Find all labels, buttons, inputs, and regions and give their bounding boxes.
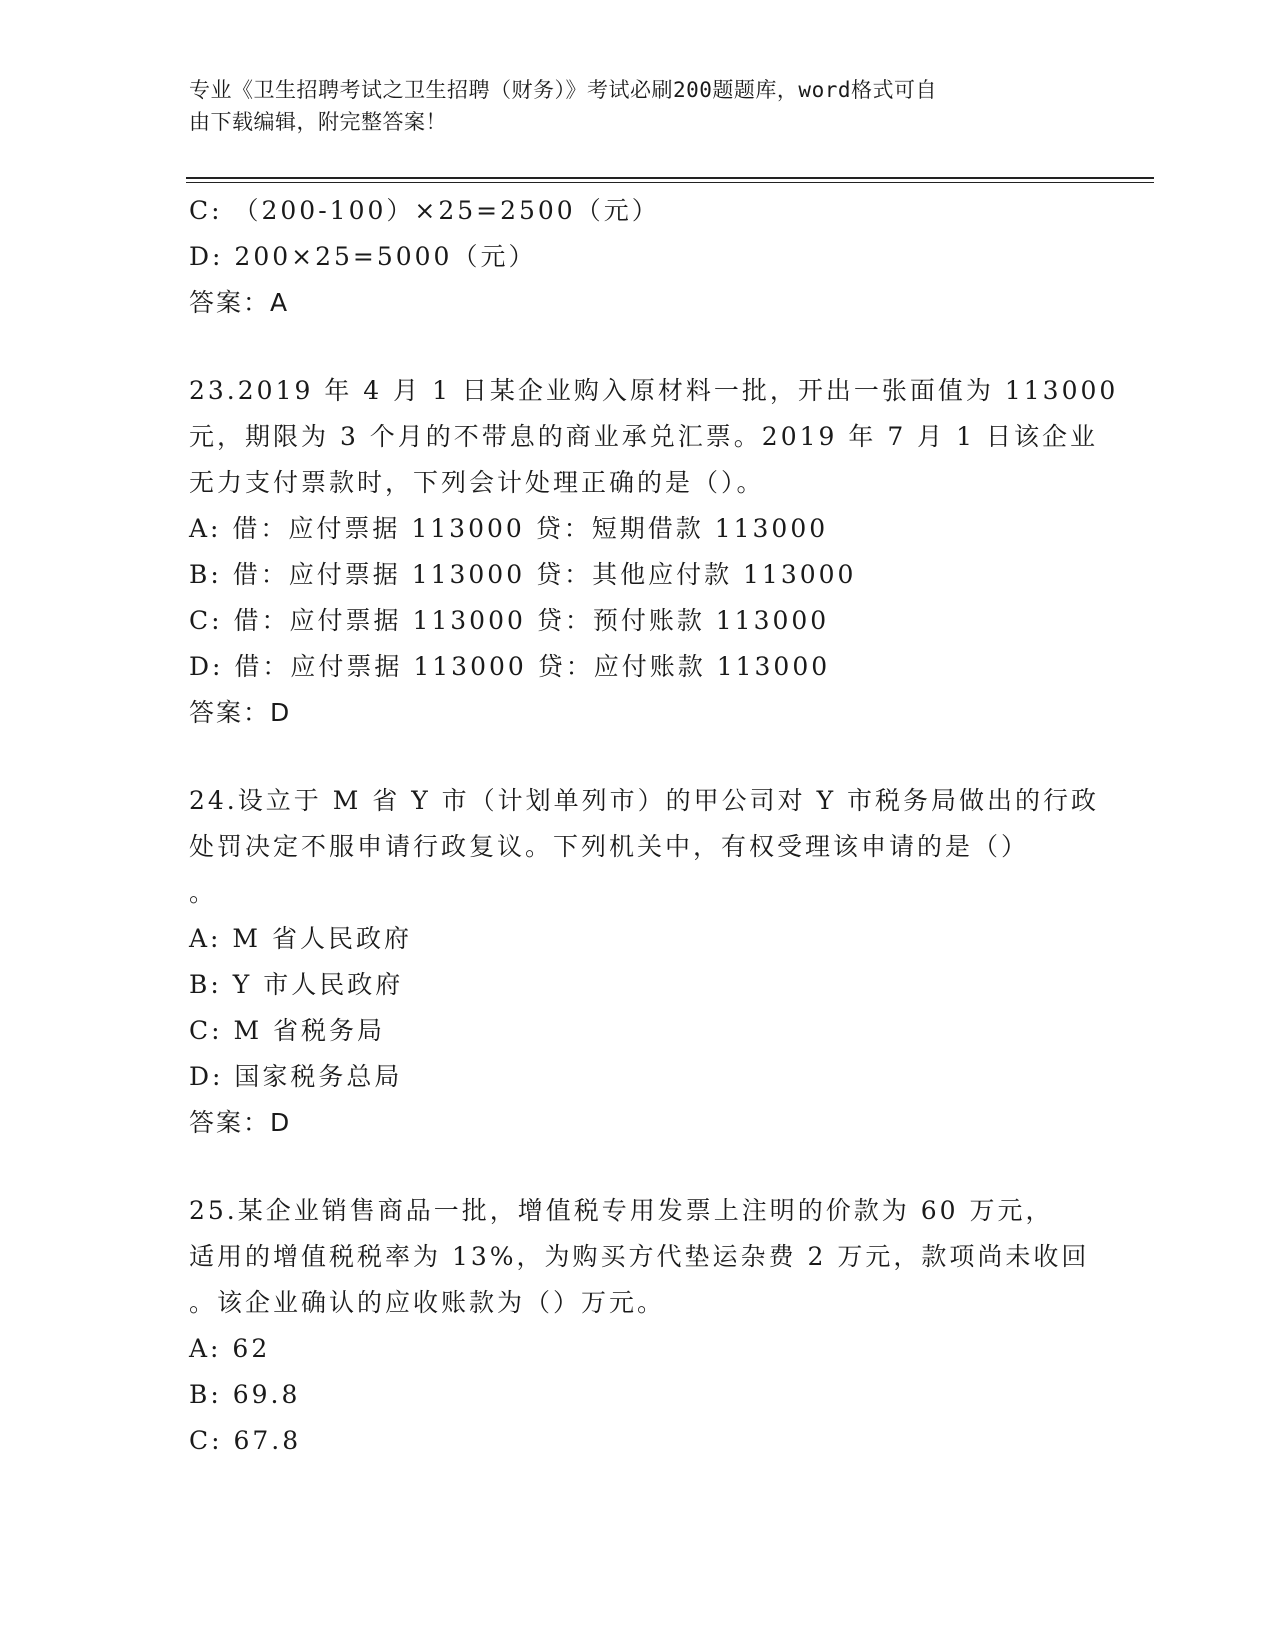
option-b: B: 借：应付票据 113000 贷：其他应付款 113000 bbox=[189, 560, 857, 589]
option-b: B: 69.8 bbox=[189, 1380, 301, 1409]
option-c: C: M 省税务局 bbox=[189, 1016, 386, 1045]
question-text-line: 25.某企业销售商品一批，增值税专用发票上注明的价款为 60 万元， bbox=[189, 1196, 1054, 1225]
header-divider-thin bbox=[186, 182, 1154, 183]
answer-line: 答案：D bbox=[189, 1108, 292, 1137]
option-d: D: 200×25=5000（元） bbox=[189, 242, 537, 271]
page-header bbox=[189, 74, 1089, 138]
question-content bbox=[189, 188, 1119, 1464]
answer-line: 答案：D bbox=[189, 698, 292, 727]
spacer bbox=[189, 1146, 1089, 1188]
question-text-line: 23.2019 年 4 月 1 日某企业购入原材料一批，开出一张面值为 113000 bbox=[189, 376, 1119, 405]
question-22-tail bbox=[189, 188, 1089, 326]
question-text-line: 。该企业确认的应收账款为（）万元。 bbox=[189, 1288, 666, 1317]
option-d: D: 借：应付票据 113000 贷：应付账款 113000 bbox=[189, 652, 831, 681]
option-a: A: M 省人民政府 bbox=[189, 924, 412, 953]
option-a: A: 62 bbox=[189, 1334, 271, 1363]
question-text-line: 。 bbox=[189, 878, 218, 907]
header-divider-thick bbox=[186, 177, 1154, 179]
option-a: A: 借：应付票据 113000 贷：短期借款 113000 bbox=[189, 514, 829, 543]
option-c: C: 借：应付票据 113000 贷：预付账款 113000 bbox=[189, 606, 830, 635]
answer-line: 答案：A bbox=[189, 288, 290, 317]
spacer bbox=[189, 736, 1089, 778]
spacer bbox=[189, 326, 1089, 368]
question-text-line: 无力支付票款时，下列会计处理正确的是（）。 bbox=[189, 468, 765, 497]
option-c: C: （200-100）×25=2500（元） bbox=[189, 196, 660, 225]
option-d: D: 国家税务总局 bbox=[189, 1062, 403, 1091]
question-25 bbox=[189, 1188, 1089, 1464]
header-line-1: 专业《卫生招聘考试之卫生招聘（财务）》考试必刷200题题库，word格式可自 bbox=[189, 78, 937, 102]
header-line-2: 由下载编辑，附完整答案！ bbox=[189, 110, 447, 134]
question-text-line: 24.设立于 M 省 Y 市（计划单列市）的甲公司对 Y 市税务局做出的行政 bbox=[189, 786, 1100, 815]
question-text-line: 处罚决定不服申请行政复议。下列机关中，有权受理该申请的是（） bbox=[189, 832, 1030, 861]
option-b: B: Y 市人民政府 bbox=[189, 970, 404, 999]
option-c: C: 67.8 bbox=[189, 1426, 302, 1455]
question-24 bbox=[189, 778, 1100, 1146]
question-text-line: 元，期限为 3 个月的不带息的商业承兑汇票。2019 年 7 月 1 日该企业 bbox=[189, 422, 1098, 451]
question-text-line: 适用的增值税税率为 13%，为购买方代垫运杂费 2 万元，款项尚未收回 bbox=[189, 1242, 1090, 1271]
question-23 bbox=[189, 368, 1119, 736]
